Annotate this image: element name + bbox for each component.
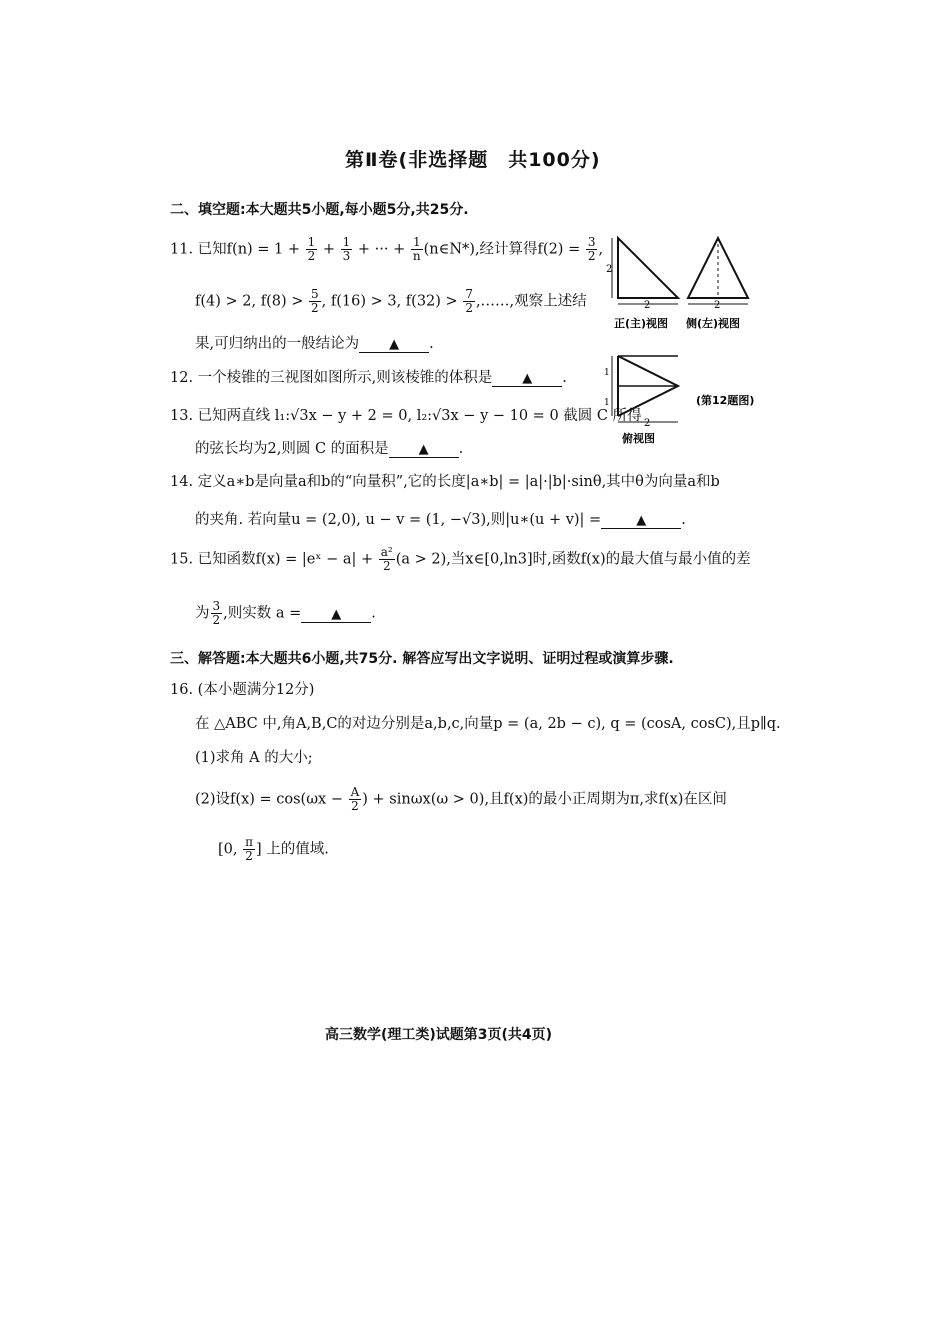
- question-13-line-2: 的弦长均为2,则圆 C 的面积是 ▲ .: [195, 441, 464, 457]
- front-view-label: 正(主)视图: [614, 317, 669, 330]
- section-solution-header: 三、解答题:本大题共6小题,共75分. 解答应写出文字说明、证明过程或演算步骤.: [170, 651, 674, 667]
- question-11-line-1: 11. 已知f(n) = 1 + $\frac{1}{2}$ + $\frac{1}{3}$ + ··· + $\frac{1}{n}$ (n∈N*),经计算得f(2) = $\frac{3}{2}$ ,: [170, 235, 604, 263]
- question-16-part-2: (2)设f(x) = cos(ωx − $\frac{A}{2}$ ) + sinωx(ω > 0),且f(x)的最小正周期为π,求f(x)在区间: [195, 785, 727, 813]
- fraction: $\frac{\text{a²}}{2}$: [380, 545, 393, 573]
- answer-blank: ▲: [389, 443, 459, 458]
- top-width-label: 2: [644, 418, 651, 429]
- question-13-line-1: 13. 已知两直线 l₁:√3x − y + 2 = 0, l₂:√3x − y − 10 = 0 截圆 C 所得: [170, 408, 642, 424]
- fraction: $\frac{1}{2}$: [307, 235, 316, 263]
- answer-blank: ▲: [359, 338, 429, 353]
- fraction: $\frac{1}{3}$: [342, 235, 351, 263]
- fraction: $\frac{7}{2}$: [465, 287, 473, 315]
- side-view-label: 侧(左)视图: [686, 317, 741, 330]
- fraction: $\frac{5}{2}$: [311, 287, 319, 315]
- front-height-label: 2: [606, 264, 613, 275]
- question-11-line-3: 果,可归纳出的一般结论为 ▲ .: [195, 336, 434, 352]
- answer-blank: ▲: [601, 514, 681, 529]
- side-view: [688, 238, 748, 311]
- top-view-label: 俯视图: [622, 432, 655, 445]
- side-width-label: 2: [714, 300, 721, 311]
- fraction: $\frac{\pi}{2}$: [245, 835, 253, 863]
- top-dim-lower-label: 1: [604, 398, 610, 408]
- question-16-header: 16. (本小题满分12分): [170, 682, 315, 698]
- three-view-figure: [600, 230, 780, 450]
- fraction: $\frac{1}{n}$: [412, 235, 421, 263]
- page-footer: 高三数学(理工类)试题第3页(共4页): [325, 1027, 553, 1043]
- q11-number: 11.: [170, 241, 194, 258]
- question-16-line-1: 在 △ABC 中,角A,B,C的对边分别是a,b,c,向量p = (a, 2b − c), q = (cosA, cosC),且p∥q.: [195, 716, 781, 732]
- top-dim-upper-label: 1: [604, 368, 610, 378]
- figure-caption: (第12题图): [696, 394, 755, 407]
- question-16-part-1: (1)求角 A 的大小;: [195, 750, 313, 766]
- fraction: $\frac{3}{2}$: [587, 235, 596, 263]
- question-15-line-1: 15. 已知函数f(x) = |eˣ − a| + $\frac{\text{a²}}{2}$ (a > 2),当x∈[0,ln3]时,函数f(x)的最大值与最小值的差: [170, 545, 751, 573]
- page-title: 第Ⅱ卷(非选择题 共100分): [345, 149, 601, 171]
- front-view: [606, 238, 678, 311]
- fraction: $\frac{3}{2}$: [212, 599, 221, 627]
- answer-blank: ▲: [492, 372, 562, 387]
- question-11-line-2: f(4) > 2, f(8) > $\frac{5}{2}$ , f(16) > 3, f(32) > $\frac{7}{2}$ ,……,观察上述结: [195, 287, 587, 315]
- section-fill-in-header: 二、填空题:本大题共5小题,每小题5分,共25分.: [170, 202, 469, 218]
- answer-blank: ▲: [301, 608, 371, 623]
- front-width-label: 2: [644, 300, 651, 311]
- question-14-line-2: 的夹角. 若向量u = (2,0), u − v = (1, −√3),则|u∗(u + v)| = ▲ .: [195, 512, 686, 528]
- question-15-line-2: 为 $\frac{3}{2}$ ,则实数 a = ▲ .: [195, 599, 376, 627]
- question-14-line-1: 14. 定义a∗b是向量a和b的“向量积”,它的长度|a∗b| = |a|·|b|·sinθ,其中θ为向量a和b: [170, 474, 720, 490]
- fraction: $\frac{A}{2}$: [350, 785, 360, 813]
- question-16-part-2-interval: [0, $\frac{\pi}{2}$ ] 上的值域.: [218, 835, 329, 863]
- question-12: 12. 一个棱锥的三视图如图所示,则该棱锥的体积是 ▲ .: [170, 370, 567, 386]
- top-view: [604, 356, 678, 429]
